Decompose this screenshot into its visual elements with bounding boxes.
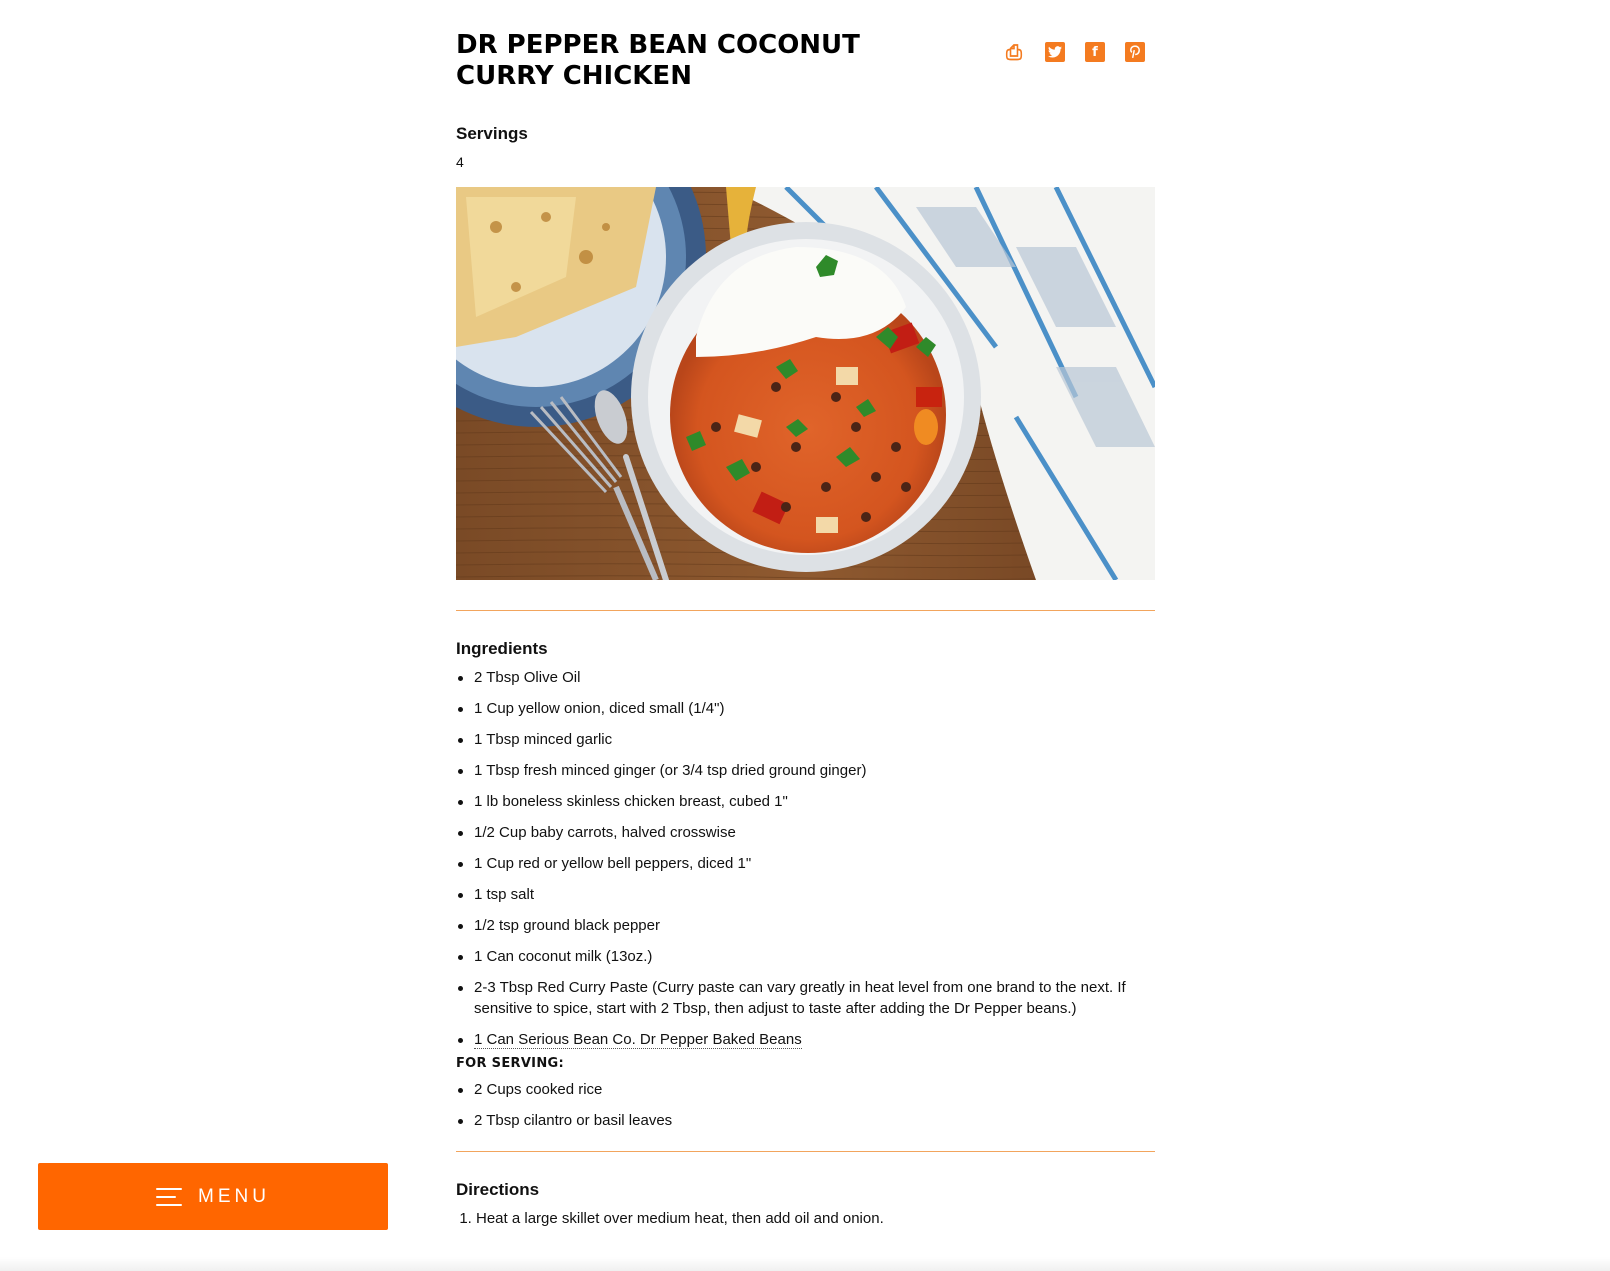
ingredients-list <box>456 667 1155 1050</box>
ingredient-item: 2-3 Tbsp Red Curry Paste (Curry paste can vary greatly in heat level from one brand to the next. If sensitive to spice, start with 2 Tbsp, then adjust to taste after adding the Dr Pepper beans.) <box>456 977 1155 1019</box>
ingredient-item: 2 Tbsp Olive Oil <box>456 667 1155 688</box>
for-serving-label: FOR SERVING: <box>456 1056 564 1071</box>
direction-step: 1. Heat a large skillet over medium heat, then add oil and onion. <box>476 1208 1155 1229</box>
ingredient-item-link <box>456 1029 1155 1050</box>
recipe-photo <box>456 187 1155 580</box>
ingredient-item: 1 Tbsp minced garlic <box>456 729 1155 750</box>
recipe-article <box>456 30 1155 1229</box>
printer-icon[interactable]: ⎙ <box>1006 40 1022 64</box>
ingredient-item: 1 Can coconut milk (13oz.) <box>456 946 1155 967</box>
ingredient-item: 1 Tbsp fresh minced ginger (or 3/4 tsp dried ground ginger) <box>456 760 1155 781</box>
share-bar <box>1003 42 1145 62</box>
ingredient-item: 1/2 Cup baby carrots, halved crosswise <box>456 822 1155 843</box>
twitter-icon[interactable] <box>1045 42 1065 62</box>
ingredient-item: 1 tsp salt <box>456 884 1155 905</box>
page-bottom-shadow <box>0 1257 1610 1271</box>
dr-pepper-beans-link[interactable]: 1 Can Serious Bean Co. Dr Pepper Baked Beans <box>474 1031 802 1048</box>
menu-button[interactable] <box>38 1163 388 1230</box>
menu-label: MENU <box>198 1185 270 1207</box>
directions-list <box>456 1208 1155 1229</box>
section-divider <box>456 1151 1155 1152</box>
ingredients-label: Ingredients <box>456 639 548 658</box>
ingredient-item: 1 lb boneless skinless chicken breast, cubed 1" <box>456 791 1155 812</box>
recipe-title: DR PEPPER BEAN COCONUT CURRY CHICKEN <box>456 30 860 91</box>
section-divider <box>456 610 1155 611</box>
ingredient-item: 1 Cup red or yellow bell peppers, diced 1" <box>456 853 1155 874</box>
servings-label: Servings <box>456 124 528 143</box>
serving-item: 2 Tbsp cilantro or basil leaves <box>456 1110 1155 1131</box>
title-row <box>456 30 1155 100</box>
ingredient-item: 1 Cup yellow onion, diced small (1/4") <box>456 698 1155 719</box>
servings-value: 4 <box>456 154 464 170</box>
pinterest-icon[interactable] <box>1125 42 1145 62</box>
serving-list <box>456 1079 1155 1131</box>
serving-item: 2 Cups cooked rice <box>456 1079 1155 1100</box>
hamburger-icon <box>156 1188 182 1206</box>
directions-label: Directions <box>456 1180 540 1199</box>
ingredient-item: 1/2 tsp ground black pepper <box>456 915 1155 936</box>
facebook-icon[interactable]: f <box>1085 42 1105 62</box>
